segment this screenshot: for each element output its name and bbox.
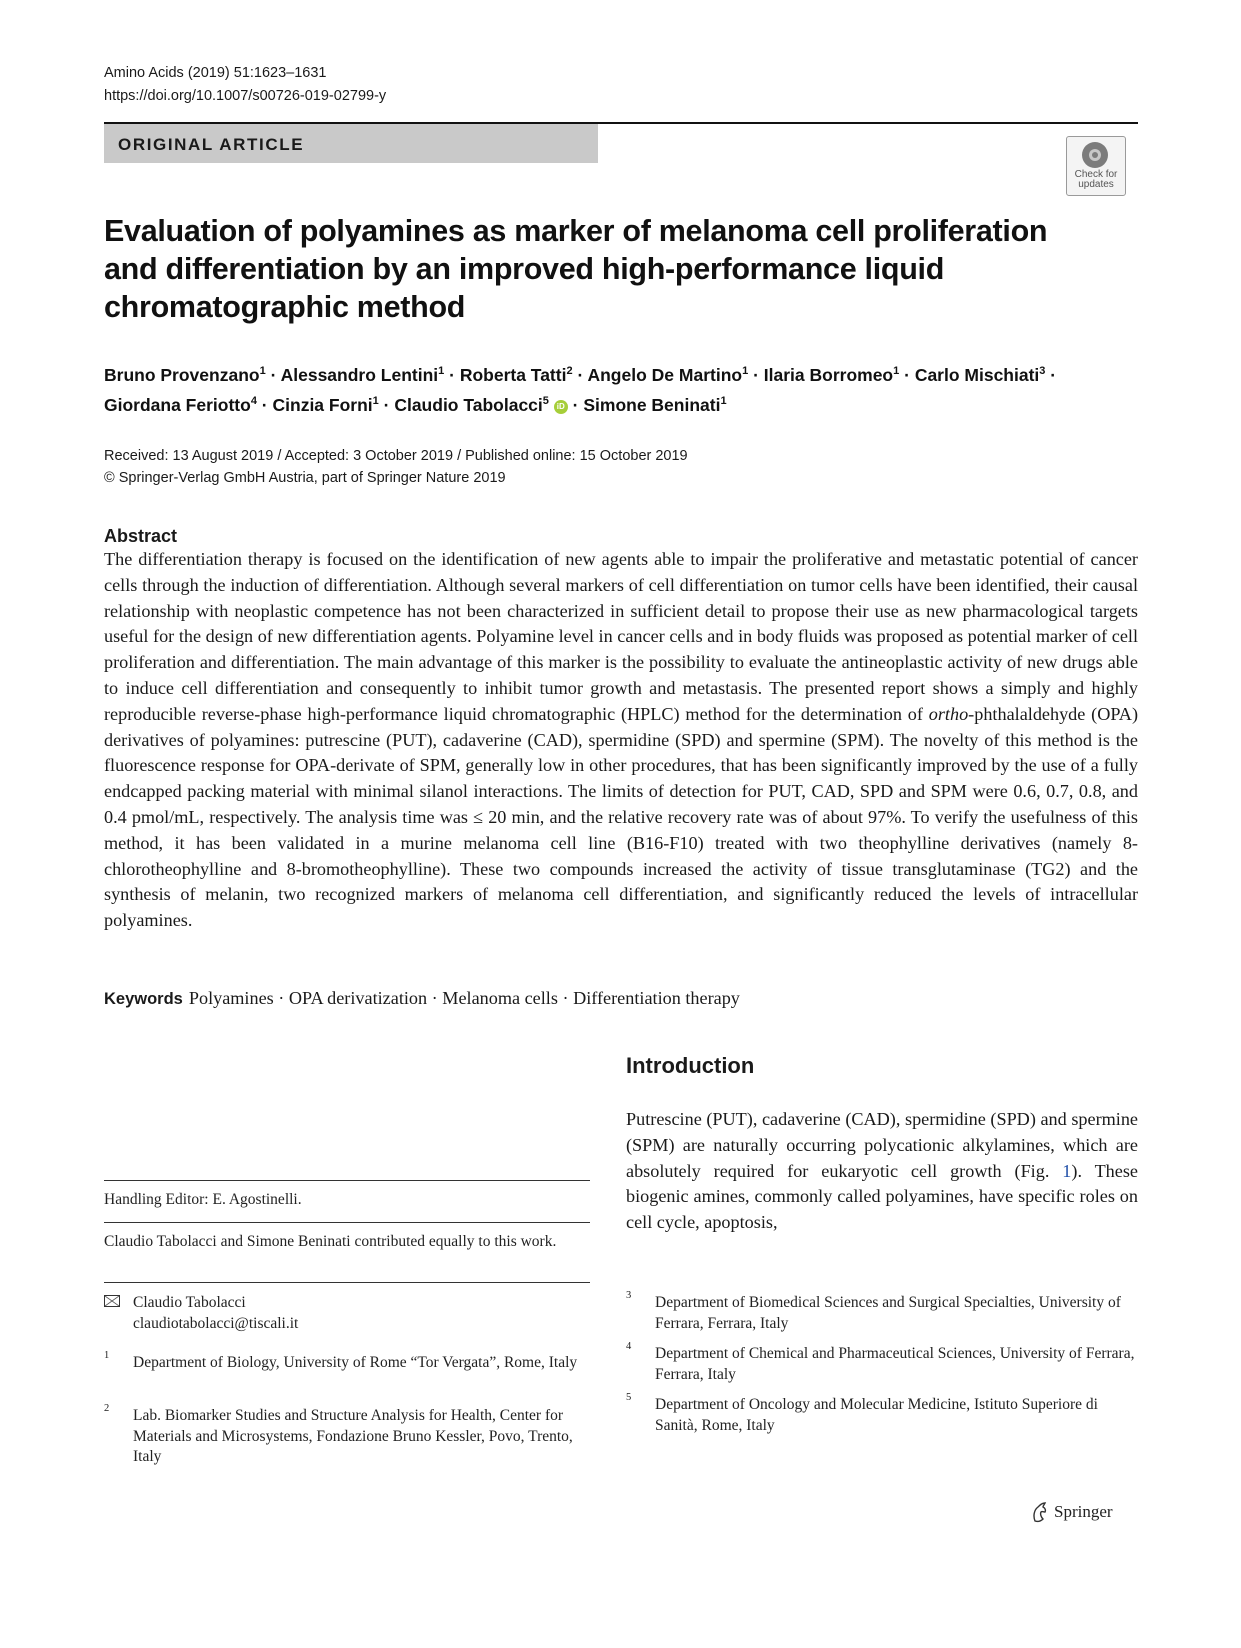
affiliation-text: Department of Chemical and Pharmaceutical Sciences, University of Ferrara, Ferrara, Italy [655, 1345, 1135, 1383]
author-affiliation: 1 [372, 394, 379, 407]
copyright-notice: © Springer-Verlag GmbH Austria, part of Springer Nature 2019 [104, 470, 506, 486]
author-name[interactable]: Claudio Tabolacci [394, 394, 543, 415]
check-for-updates-label: Check for updates [1074, 169, 1118, 190]
author-affiliation: 4 [250, 394, 257, 407]
author-name[interactable]: Bruno Provenzano [104, 364, 260, 385]
footnote-rule [104, 1180, 590, 1181]
envelope-icon [104, 1295, 120, 1307]
author-name[interactable]: Cinzia Forni [272, 394, 373, 415]
affiliation-text: Department of Biomedical Sciences and Surgical Specialties, University of Ferrara, Ferrara, Italy [655, 1294, 1121, 1332]
affiliation-text: Lab. Biomarker Studies and Structure Analysis for Health, Center for Materials and Microsystems, Fondazione Bruno Kessler, Povo, Trento, Italy [133, 1407, 573, 1465]
keywords [104, 988, 740, 1009]
check-for-updates-badge[interactable] [1066, 136, 1126, 196]
article-title: Evaluation of polyamines as marker of melanoma cell proliferation and differentiation by an improved high-performance liquid chromatographic method [104, 214, 1048, 324]
author-affiliation: 1 [438, 365, 445, 377]
author-name[interactable]: Angelo De Martino [587, 364, 743, 385]
publisher-name: Springer [1054, 1502, 1113, 1521]
footnote-rule [104, 1222, 590, 1223]
corresponding-author-email[interactable]: claudiotabolacci@tiscali.it [133, 1315, 299, 1332]
introduction-text-part: ). These biogenic amines, commonly called polyamines, have specific roles on cell cycle, apoptosis, [626, 1160, 1138, 1233]
author-affiliation: 2 [566, 365, 573, 377]
author-name[interactable]: Alessandro Lentini [280, 364, 439, 385]
author-affiliation: 3 [1039, 365, 1046, 377]
springer-horse-icon [1030, 1501, 1050, 1523]
introduction-text [626, 1107, 1138, 1236]
keywords-text: Polyamines · OPA derivatization · Melanoma cells · Differentiation therapy [188, 988, 740, 1008]
handling-editor-note: Handling Editor: E. Agostinelli. [104, 1191, 302, 1208]
author-name[interactable]: Carlo Mischiati [914, 364, 1040, 385]
affiliation-number: 3 [626, 1290, 632, 1301]
affiliation-number: 5 [626, 1392, 632, 1403]
doi-link[interactable]: https://doi.org/10.1007/s00726-019-02799-y [104, 88, 387, 104]
author-affiliation: 1 [742, 365, 749, 377]
affiliation-number: 1 [104, 1350, 110, 1361]
affiliation-text: Department of Biology, University of Rome “Tor Vergata”, Rome, Italy [133, 1354, 578, 1371]
author-name[interactable]: Simone Beninati [583, 394, 721, 415]
abstract-heading: Abstract [104, 526, 178, 546]
introduction-heading: Introduction [626, 1053, 755, 1078]
author-name[interactable]: Giordana Feriotto [104, 394, 251, 415]
abstract-text [104, 547, 1138, 934]
affiliation-number: 4 [626, 1341, 632, 1352]
abstract-text-part: -phthalaldehyde (OPA) derivatives of polyamines: putrescine (PUT), cadaverine (CAD), spermidine (SPD) and spermine (SPM). The novelty of this method is the fluorescence response for OPA-derivate of SPM, generally low in other procedures, that has been significantly improved by the use of a fully endcapped packing material with minimal silanol interactions. The limits of detection for PUT, CAD, SPD and SPM were 0.6, 0.7, 0.8, and 0.4 pmol/mL, respectively. The analysis time was ≤ 20 min, and the relative recovery rate was of about 97%. To verify the usefulness of this method, it has been validated in a murine melanoma cell line (B16-F10) treated with two theophylline derivatives (namely 8-chlorotheophylline and 8-bromotheophylline). These two compounds increased the activity of tissue transglutaminase (TG2) and the synthesis of melanin, two recognized markers of melanoma cell differentiation, and significantly reduced the levels of intracellular polyamines. [104, 703, 1138, 931]
footnote-rule [104, 1282, 590, 1283]
author-list: Bruno Provenzano$^1$ · Alessandro Lentini$^1$ · Roberta Tatti$^2$ · Angelo De Martino$^1$ · Ilaria Borromeo$^1$ · Carlo Mischiati$^3$ · Giordana Feriotto$^4$ · Cinzia Forni$^1$ · Claudio Tabolacci$^5$ iD · Simone Beninati$^1$ [104, 364, 1057, 415]
author-affiliation: 1 [720, 394, 727, 407]
author-name[interactable]: Roberta Tatti [459, 364, 567, 385]
orcid-icon[interactable]: iD [554, 400, 568, 414]
article-type-label: ORIGINAL ARTICLE [118, 135, 305, 154]
author-name[interactable]: Ilaria Borromeo [763, 364, 894, 385]
abstract-italic-term: ortho [928, 703, 969, 724]
springer-logo [1030, 1500, 1140, 1524]
publication-dates: Received: 13 August 2019 / Accepted: 3 October 2019 / Published online: 15 October 2019 [104, 448, 688, 464]
affiliation-text: Department of Oncology and Molecular Medicine, Istituto Superiore di Sanità, Rome, Italy [655, 1396, 1098, 1434]
introduction-text-part: Putrescine (PUT), cadaverine (CAD), spermidine (SPD) and spermine (SPM) are naturally occurring polycationic alkylamines, which are absolutely required for eukaryotic cell growth (Fig. [626, 1109, 1138, 1181]
crossmark-icon [1082, 142, 1108, 168]
keywords-label: Keywords [104, 990, 183, 1008]
equal-contribution-note: Claudio Tabolacci and Simone Beninati contributed equally to this work. [104, 1233, 557, 1250]
corresponding-author-name: Claudio Tabolacci [133, 1294, 246, 1311]
author-affiliation: 1 [259, 365, 266, 377]
affiliation-number: 2 [104, 1403, 110, 1414]
journal-citation: Amino Acids (2019) 51:1623–1631 [104, 65, 327, 81]
author-affiliation: 5 [542, 394, 549, 407]
abstract-text-part: The differentiation therapy is focused on the identification of new agents able to impair the proliferative and metastatic potential of cancer cells through the induction of differentiation. Although several markers of cell differentiation on tumor cells have been identified, their causal relationship with neoplastic competence has not been characterized in sufficient detail to propose their use as new pharmacological targets useful for the design of new differentiation agents. Polyamine level in cancer cells and in body fluids was proposed as potential marker of cell proliferation and differentiation. The main advantage of this marker is the possibility to evaluate the antineoplastic activity of new drugs able to induce cell differentiation and consequently to inhibit tumor growth and metastasis. The presented report shows a simply and highly reproducible reverse-phase high-performance liquid chromatographic (HPLC) method for the determination of [104, 549, 1138, 724]
figure-link[interactable]: 1 [1062, 1160, 1072, 1181]
author-affiliation: 1 [893, 365, 900, 377]
